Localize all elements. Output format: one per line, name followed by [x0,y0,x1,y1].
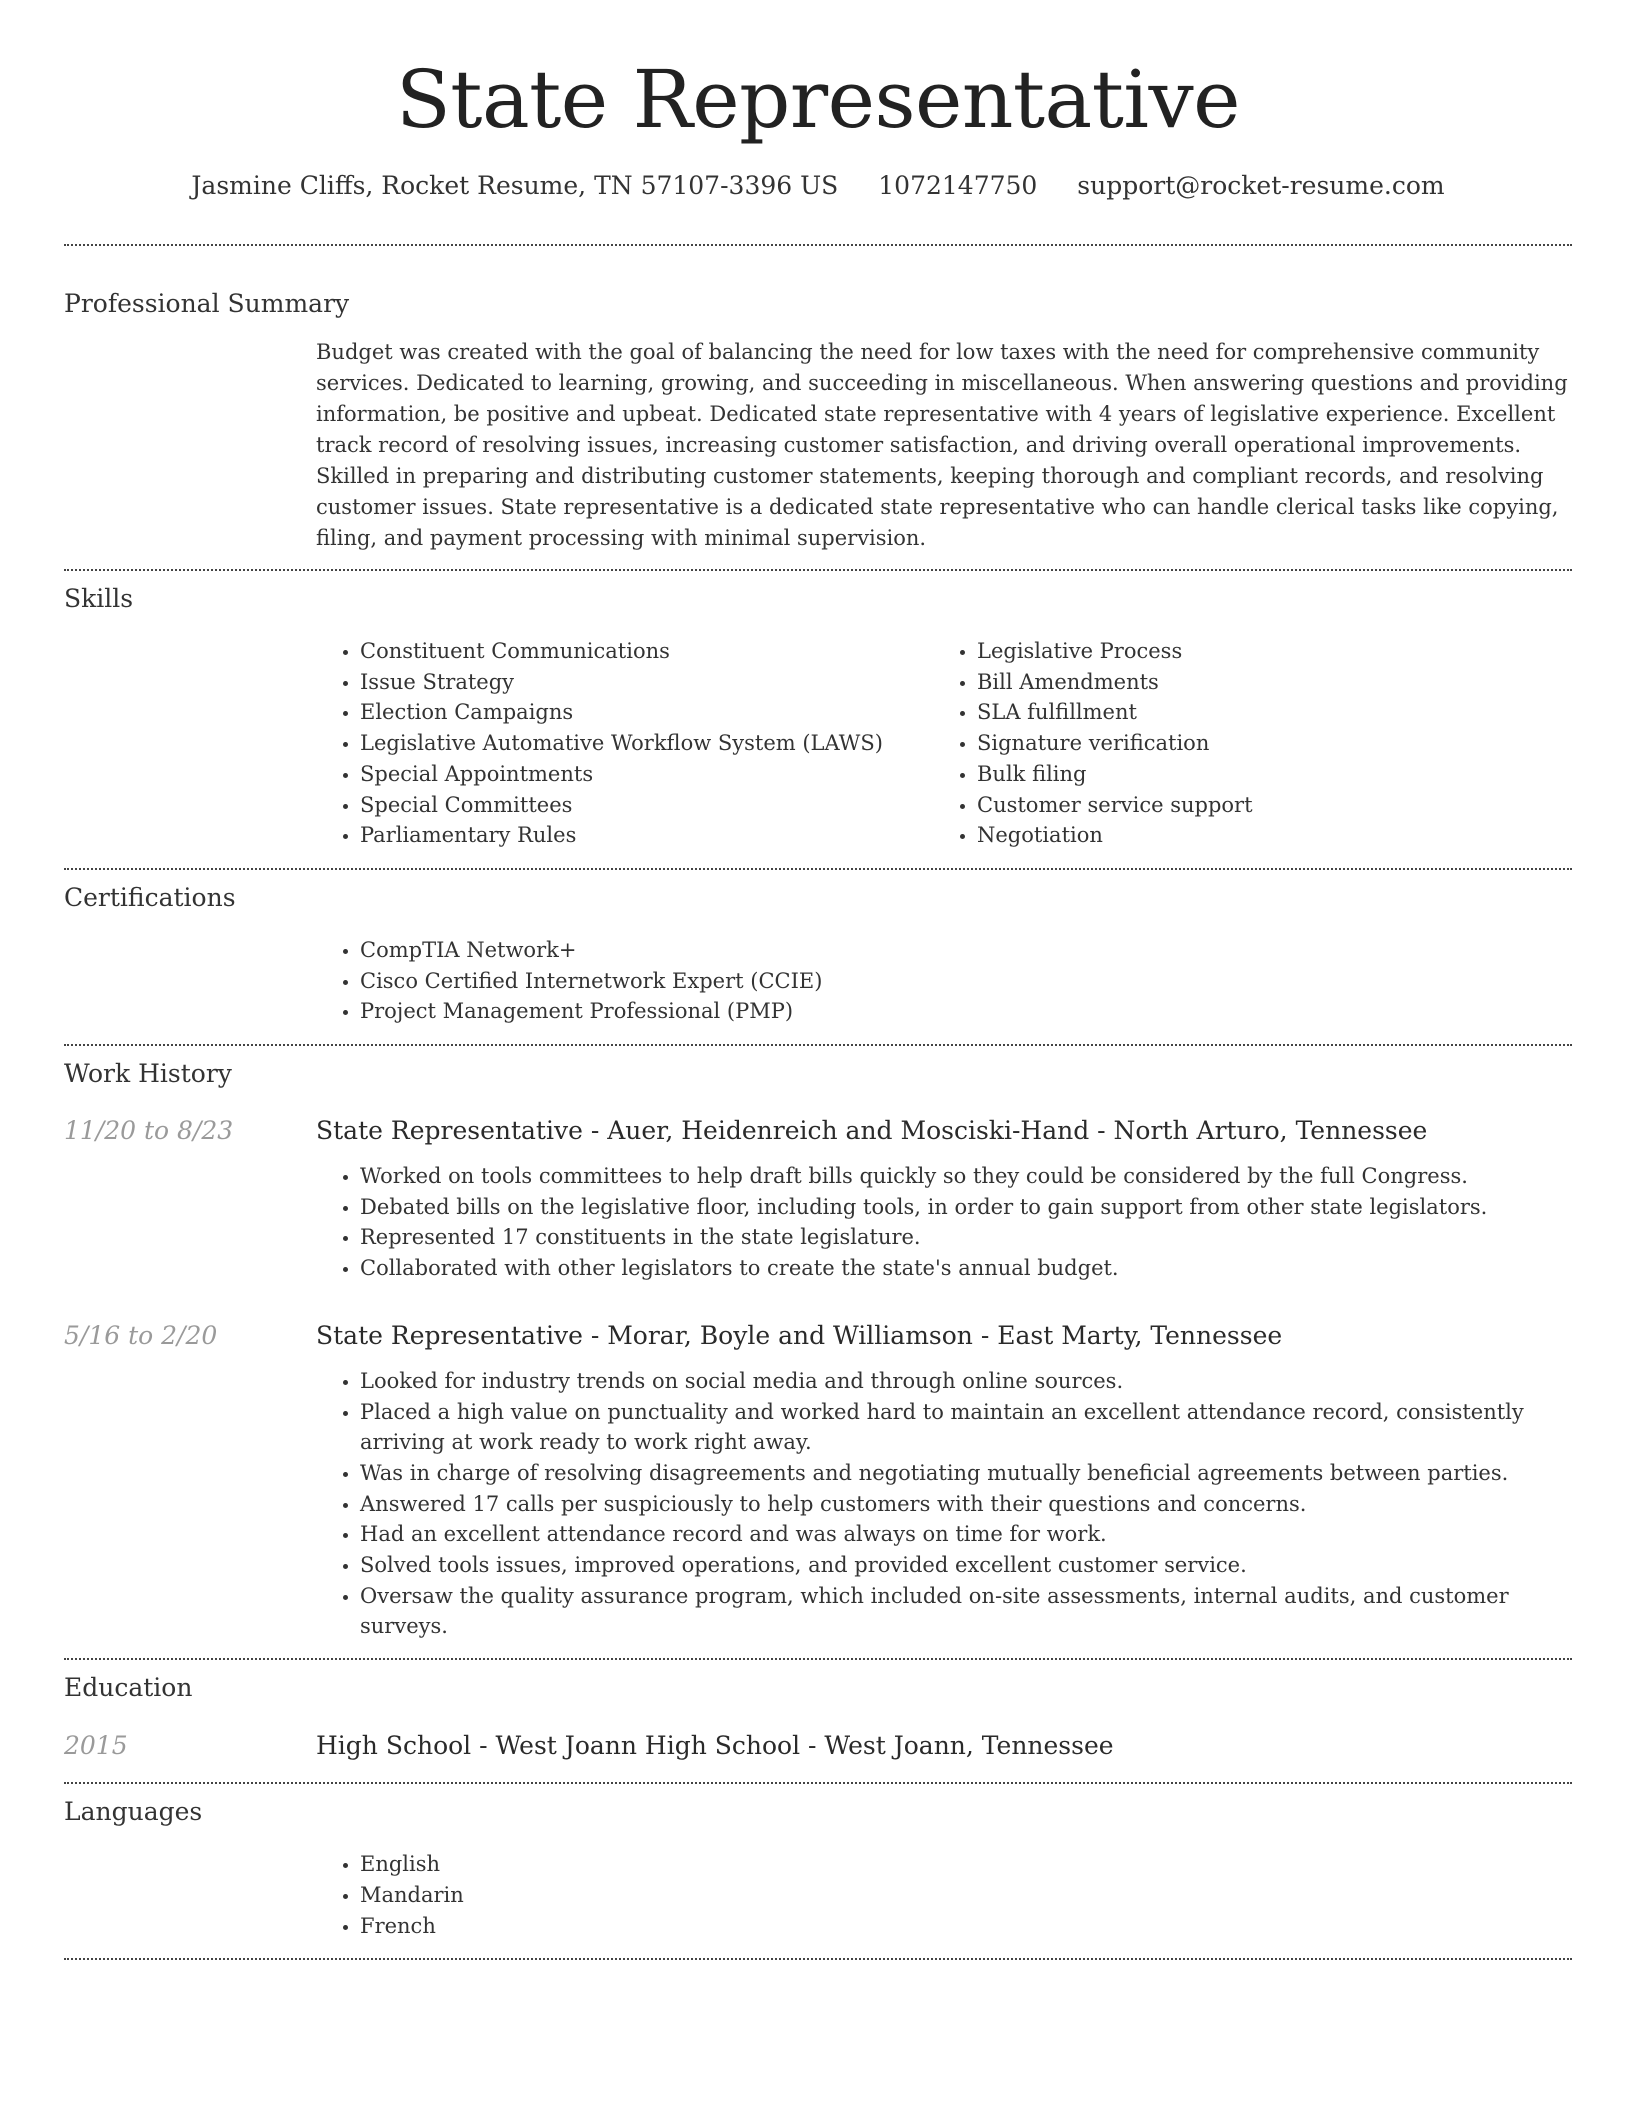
skills-list-left [316,636,933,851]
list-item: • Worked on tools committees to help draft bills quickly so they could be considered by the full Congress. [360,1161,1572,1192]
list-item: • Signature verification [977,728,1550,759]
list-item: • Answered 17 calls per suspiciously to help customers with their questions and concerns. [360,1489,1572,1520]
list-item: • Debated bills on the legislative floor, including tools, in order to gain support from other state legislators. [360,1192,1572,1223]
section-title-work-history: Work History [64,1059,232,1089]
section-title-education: Education [64,1673,193,1703]
list-item: • Solved tools issues, improved operations, and provided excellent customer service. [360,1550,1572,1581]
list-item: • Collaborated with other legislators to create the state's annual budget. [360,1253,1572,1284]
skills-section [64,571,1572,870]
list-item: • Special Appointments [360,759,933,790]
list-item: • Negotiation [977,820,1550,851]
job-title: State Representative - Morar, Boyle and Williamson - East Marty, Tennessee [316,1320,1283,1350]
list-item: • Parliamentary Rules [360,820,933,851]
list-item: • Represented 17 constituents in the state legislature. [360,1222,1572,1253]
education-degree: High School - West Joann High School - West Joann, Tennessee [316,1731,1114,1761]
list-item: • CompTIA Network+ [360,935,1572,966]
summary-text: Budget was created with the goal of balancing the need for low taxes with the need for comprehensive community services. Dedicated to learning, growing, and succeeding in miscellaneous. When answering questions and providing information, be positive and upbeat. Dedicated state representative with 4 years of legislative experience. Excellent track record of resolving issues, increasing customer satisfaction, and driving overall operational improvements. Skilled in preparing and distributing customer statements, keeping thorough and compliant records, and resolving customer issues. State representative is a dedicated state representative who can handle clerical tasks like copying, filing, and payment processing with minimal supervision. [316,340,1568,550]
job-entry [64,1318,1572,1642]
list-item: • Issue Strategy [360,667,933,698]
list-item: • Election Campaigns [360,697,933,728]
list-item: • Oversaw the quality assurance program, which included on-site assessments, internal audits, and customer surveys. [360,1581,1572,1642]
certifications-list [316,935,1572,1027]
certifications-section [64,870,1572,1046]
skills-list-right [933,636,1550,851]
list-item: • Bill Amendments [977,667,1550,698]
list-item: • Legislative Process [977,636,1550,667]
education-year: 2015 [64,1731,128,1761]
list-item: • Cisco Certified Internetwork Expert (CCIE) [360,966,1572,997]
contact-email: support@rocket-resume.com [1077,171,1445,200]
section-title-certifications: Certifications [64,882,236,912]
job-bullets [316,1161,1572,1284]
contact-phone: 1072147750 [878,171,1038,200]
job-dates: 11/20 to 8/23 [64,1116,234,1146]
list-item: • Project Management Professional (PMP) [360,996,1572,1027]
section-title-summary: Professional Summary [64,289,350,318]
list-item: • French [360,1911,1572,1942]
list-item: • Special Committees [360,790,933,821]
contact-line [64,166,1572,206]
list-item: • English [360,1849,1572,1880]
list-item: • SLA fulfillment [977,697,1550,728]
job-entry [64,1113,1572,1284]
job-dates: 5/16 to 2/20 [64,1320,218,1350]
resume-name: State Representative [396,53,1240,146]
languages-section [64,1784,1572,1960]
section-title-languages: Languages [64,1797,203,1827]
summary-section [64,246,1572,571]
contact-address: Jasmine Cliffs, Rocket Resume, TN 57107-3396 US [191,171,839,200]
list-item: • Constituent Communications [360,636,933,667]
list-item: • Had an excellent attendance record and was always on time for work. [360,1519,1572,1550]
education-section [64,1660,1572,1784]
list-item: • Mandarin [360,1880,1572,1911]
list-item: • Bulk filing [977,759,1550,790]
list-item: • Was in charge of resolving disagreements and negotiating mutually beneficial agreements between parties. [360,1458,1572,1489]
languages-list [316,1849,1572,1941]
list-item: • Customer service support [977,790,1550,821]
job-title: State Representative - Auer, Heidenreich and Mosciski-Hand - North Arturo, Tennessee [316,1116,1428,1146]
job-bullets [316,1366,1572,1642]
section-title-skills: Skills [64,584,134,613]
work-history-section [64,1046,1572,1660]
resume-page [64,0,1572,1960]
list-item: • Looked for industry trends on social media and through online sources. [360,1366,1572,1397]
education-entry [64,1728,1572,1764]
list-item: • Legislative Automative Workflow System (LAWS) [360,728,933,759]
list-item: • Placed a high value on punctuality and worked hard to maintain an excellent attendance record, consistently arriving at work ready to work right away. [360,1397,1572,1458]
